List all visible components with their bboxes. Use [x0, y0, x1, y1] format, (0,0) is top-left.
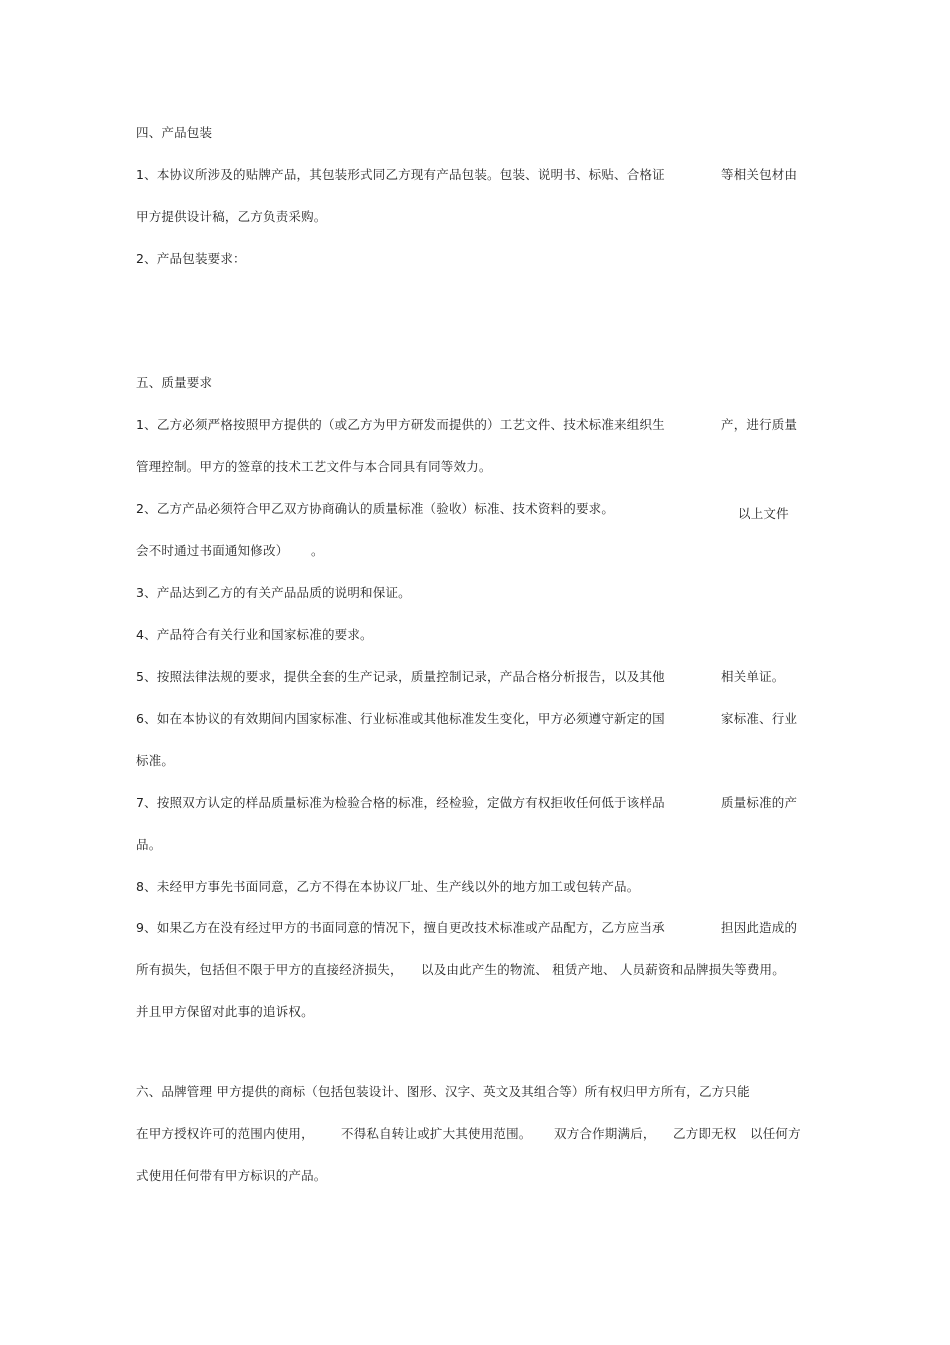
section-4-heading: 四、产品包装 [136, 125, 213, 140]
s5-p9-line1-tail: 担因此造成的 [721, 920, 798, 935]
s5-p7-line2: 品。 [136, 837, 162, 852]
s6-line2c: 双方合作期满后， [554, 1126, 656, 1141]
s5-p2-line1-tail: 以上文件 [738, 506, 789, 521]
s6-line2e: 以任何方 [750, 1126, 801, 1141]
s5-p6-line1-tail: 家标准、行业 [721, 711, 798, 726]
s6-line2b: 不得私自转让或扩大其使用范围。 [341, 1126, 532, 1141]
s5-p2-line2: 会不时通过书面通知修改） [136, 543, 289, 558]
section-5-heading: 五、质量要求 [136, 375, 213, 390]
s6-line1: 六、品牌管理 甲方提供的商标（包括包装设计、图形、汉字、英文及其组合等）所有权归甲方所有，乙方只能 [136, 1084, 750, 1099]
s5-p5-line1-tail: 相关单证。 [721, 669, 785, 684]
s6-line3: 式使用任何带有甲方标识的产品。 [136, 1168, 327, 1183]
s5-p9-line2a: 所有损失，包括但不限于甲方的直接经济损失， [136, 962, 403, 977]
s5-p1-line2: 管理控制。甲方的签章的技术工艺文件与本合同具有同等效力。 [136, 459, 492, 474]
s5-p5-line1: 5、按照法律法规的要求，提供全套的生产记录，质量控制记录，产品合格分析报告，以及其他 [136, 669, 665, 684]
s5-p1-line1-tail: 产，进行质量 [721, 417, 798, 432]
s5-p9-line1: 9、如果乙方在没有经过甲方的书面同意的情况下，擅自更改技术标准或产品配方，乙方应当承 [136, 920, 665, 935]
s5-p2-line2-period: 。 [311, 543, 324, 558]
s5-p7-line1: 7、按照双方认定的样品质量标准为检验合格的标准，经检验，定做方有权拒收任何低于该样品 [136, 795, 665, 810]
s6-line2d: 乙方即无权 [673, 1126, 737, 1141]
s5-p6-line2: 标准。 [136, 753, 175, 768]
s5-p6-line1: 6、如在本协议的有效期间内国家标准、行业标准或其他标准发生变化，甲方必须遵守新定的国 [136, 711, 665, 726]
s5-p4: 4、产品符合有关行业和国家标准的要求。 [136, 627, 373, 642]
s4-p1-line1: 1、本协议所涉及的贴牌产品，其包装形式同乙方现有产品包装。包装、说明书、标贴、合格证 [136, 167, 665, 182]
s5-p3: 3、产品达到乙方的有关产品品质的说明和保证。 [136, 585, 411, 600]
s4-p1-line2: 甲方提供设计稿，乙方负责采购。 [136, 209, 327, 224]
s5-p9-line2b: 以及由此产生的物流、 租赁产地、 人员薪资和品牌损失等费用。 [421, 962, 785, 977]
s5-p1-line1: 1、乙方必须严格按照甲方提供的（或乙方为甲方研发而提供的）工艺文件、技术标准来组织生 [136, 417, 665, 432]
s5-p9-line3: 并且甲方保留对此事的追诉权。 [136, 1004, 314, 1019]
s5-p2-line1: 2、乙方产品必须符合甲乙双方协商确认的质量标准（验收）标准、技术资料的要求。 [136, 501, 615, 516]
s4-p2: 2、产品包装要求： [136, 251, 246, 266]
s5-p8: 8、未经甲方事先书面同意，乙方不得在本协议厂址、生产线以外的地方加工或包转产品。 [136, 879, 640, 894]
s6-line2a: 在甲方授权许可的范围内使用， [136, 1126, 314, 1141]
s4-p1-line1-tail: 等相关包材由 [721, 167, 798, 182]
s5-p7-line1-tail: 质量标准的产 [721, 795, 798, 810]
